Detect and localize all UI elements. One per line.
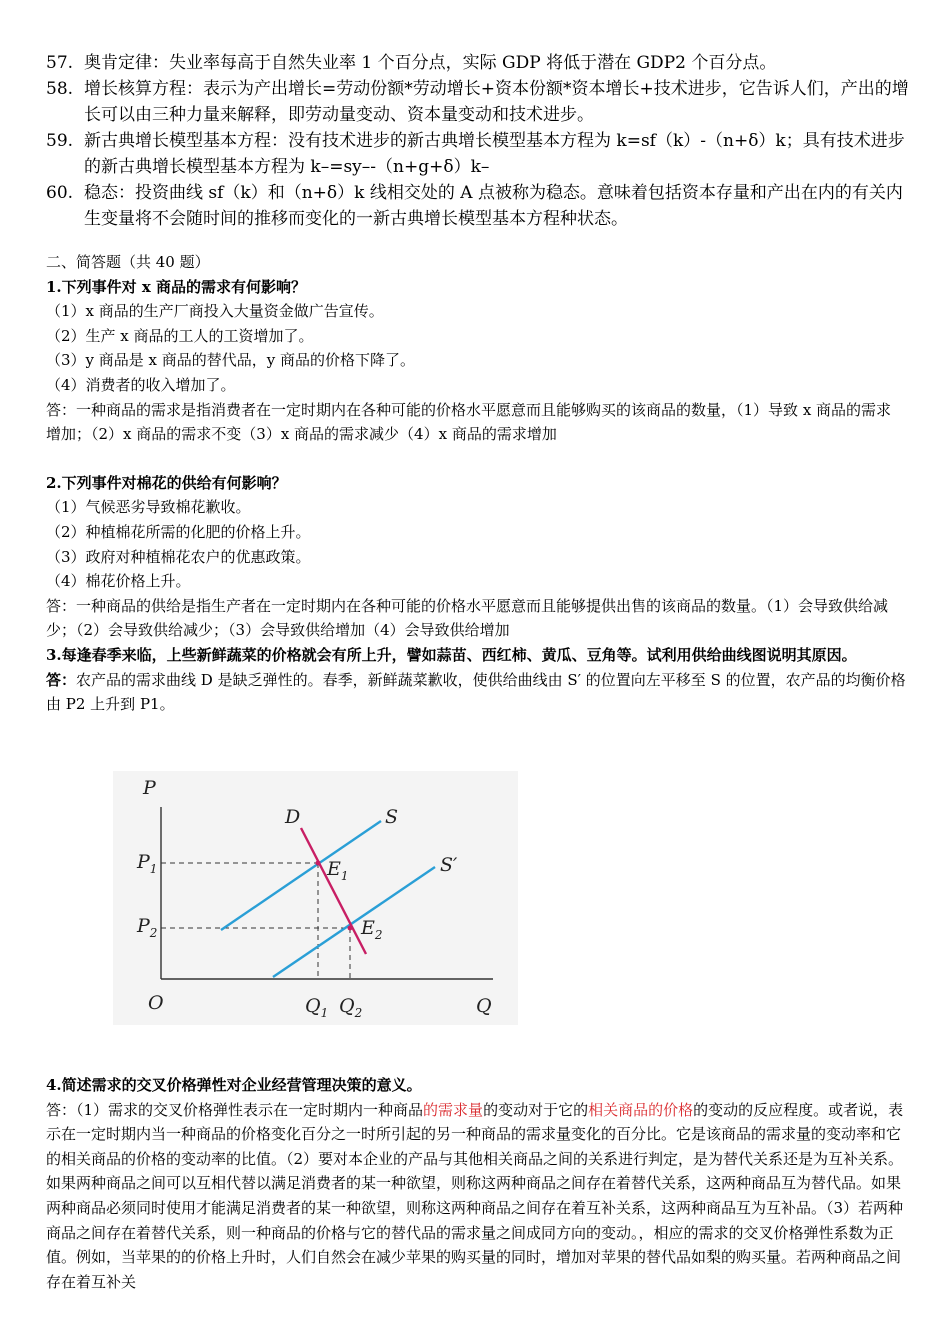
label-q1 bbox=[305, 995, 328, 1020]
definition-number: 58. bbox=[46, 79, 74, 99]
question-2-item: （1）气候恶劣导致棉花歉收。 bbox=[46, 498, 251, 517]
definition-number: 60. bbox=[46, 183, 74, 203]
definition-item bbox=[46, 180, 914, 232]
axis-label-q: Q bbox=[476, 995, 492, 1017]
label-q1-sub: 1 bbox=[320, 1006, 329, 1020]
label-e1 bbox=[326, 858, 349, 883]
label-e2 bbox=[360, 917, 383, 942]
answer-text: 农产品的需求曲线 D 是缺乏弹性的。春季，新鲜蔬菜歉收，使供给曲线由 S′ 的位置向左平移至 S 的位置，农产品的均衡价格由 P2 上升到 P1。 bbox=[46, 670, 906, 714]
supply-demand-diagram bbox=[113, 771, 518, 1025]
label-p1 bbox=[136, 851, 157, 876]
short-answer-section bbox=[46, 250, 906, 717]
label-q2-main: Q bbox=[339, 995, 355, 1017]
supply-curve-s-prime bbox=[273, 867, 435, 977]
label-e2-sub: 2 bbox=[374, 928, 383, 942]
definition-number: 59. bbox=[46, 131, 74, 151]
answer-part: 的变动对于它的 bbox=[483, 1100, 589, 1119]
label-s: S bbox=[385, 806, 399, 828]
question-1-item: （1）x 商品的生产厂商投入大量资金做广告宣传。 bbox=[46, 302, 384, 321]
question-4-title: 4.简述需求的交叉价格弹性对企业经营管理决策的意义。 bbox=[46, 1076, 422, 1094]
question-1-answer: 答：一种商品的需求是指消费者在一定时期内在各种可能的价格水平愿意而且能够购买的该商品的数量，（1）导致 x 商品的需求增加；（2）x 商品的需求不变（3）x 商品的需求减少（4）x 商品的需求增加 bbox=[46, 400, 892, 444]
origin-label: O bbox=[148, 992, 164, 1014]
label-s-prime: S′ bbox=[440, 854, 458, 876]
diagram-svg bbox=[113, 771, 518, 1025]
label-d: D bbox=[285, 806, 301, 828]
highlight-demand-quantity: 的需求量 bbox=[423, 1100, 484, 1119]
label-q2-sub: 2 bbox=[354, 1006, 363, 1020]
definition-text: 新古典增长模型基本方程：没有技术进步的新古典增长模型基本方程为 k=sf（k）-（n+δ）k；具有技术进步的新古典增长模型基本方程为 k–=sy–-（n+g+δ）k– bbox=[84, 131, 905, 177]
question-1-item: （2）生产 x 商品的工人的工资增加了。 bbox=[46, 326, 314, 345]
question-1-title: 1.下列事件对 x 商品的需求有何影响？ bbox=[46, 277, 307, 296]
question-3-title: 3.每逢春季来临，上些新鲜蔬菜的价格就会有所上升，譬如蒜苗、西红柿、黄瓜、豆角等。试利用供给曲线图说明其原因。 bbox=[46, 645, 857, 664]
question-1-item: （4）消费者的收入增加了。 bbox=[46, 375, 236, 394]
axis-label-p: P bbox=[143, 777, 156, 799]
equilibrium-point-e1 bbox=[316, 861, 321, 866]
label-q1-main: Q bbox=[305, 995, 321, 1017]
definition-text: 奥肯定律：失业率每高于自然失业率 1 个百分点，实际 GDP 将低于潜在 GDP2 个百分点。 bbox=[84, 53, 777, 73]
definition-item bbox=[46, 128, 914, 180]
label-p2-sub: 2 bbox=[149, 926, 158, 940]
question-3-answer bbox=[46, 668, 906, 717]
definition-text: 增长核算方程：表示为产出增长=劳动份额*劳动增长+资本份额*资本增长+技术进步，它告诉人们，产出的增长可以由三种力量来解释，即劳动量变动、资本量变动和技术进步。 bbox=[84, 79, 909, 125]
definition-text: 稳态：投资曲线 sf（k）和（n+δ）k 线相交处的 A 点被称为稳态。意味着包括资本存量和产出在内的有关内生变量将不会随时间的推移而变化的一新古典增长模型基本方程种状态。 bbox=[84, 183, 903, 229]
label-p2 bbox=[136, 915, 157, 940]
label-q2 bbox=[339, 995, 362, 1020]
question-2-title: 2.下列事件对棉花的供给有何影响？ bbox=[46, 473, 287, 492]
section-title: 二、简答题（共 40 题） bbox=[46, 253, 210, 271]
question-4-section bbox=[46, 1073, 906, 1294]
definition-number: 57. bbox=[46, 53, 74, 73]
highlight-related-price: 相关商品的价格 bbox=[588, 1100, 694, 1119]
label-p2-main: P bbox=[137, 915, 150, 937]
equilibrium-point-e2 bbox=[348, 926, 353, 931]
question-4-answer bbox=[46, 1098, 906, 1295]
label-e1-main: E bbox=[327, 858, 341, 880]
question-2-item: （2）种植棉花所需的化肥的价格上升。 bbox=[46, 522, 311, 541]
label-p1-sub: 1 bbox=[149, 862, 158, 876]
answer-part: 的变动的反应程度。或者说，表示在一定时期内当一种商品的价格变化百分之一时所引起的另一种商品的需求量变化的百分比。它是该商品的需求量的变动率和它的相关商品的价格的变动率的比值。（2）要对本企业的产品与其他相关商品之间的关系进行判定，是为替代关系还是为互补关系。如果两种商品之间可以互相代替以满足消费者的某一种欲望，则称这两种商品之间存在着替代关系，这两种商品互为替代品。如果两种商品必须同时使用才能满足消费者的某一种欲望，则称这两种商品之间存在着互补关系，这两种商品互为互补品。（3）若两种商品之间存在着替代关系，则一种商品的价格与它的替代品的需求量之间成同方向的变动。，相应的需求的交叉价格弹性系数为正值。例如，当苹果的的价格上升时，人们自然会在减少苹果的购买量的同时，增加对苹果的替代品如梨的购买量。若两种商品之间存在着互补关 bbox=[46, 1100, 904, 1291]
supply-curve-s bbox=[221, 821, 381, 930]
answer-prefix: 答： bbox=[46, 670, 77, 689]
question-2-answer: 答：一种商品的供给是指生产者在一定时期内在各种可能的价格水平愿意而且能够提供出售的该商品的数量。（1）会导致供给减少；（2）会导致供给减少；（3）会导致供给增加（4）会导致供给增加 bbox=[46, 596, 889, 640]
label-e1-sub: 1 bbox=[340, 869, 349, 883]
question-1-item: （3）y 商品是 x 商品的替代品，y 商品的价格下降了。 bbox=[46, 351, 416, 370]
question-2-item: （3）政府对种植棉花农户的优惠政策。 bbox=[46, 547, 311, 566]
label-e2-main: E bbox=[361, 917, 375, 939]
question-2-item: （4）棉花价格上升。 bbox=[46, 572, 191, 591]
definition-item bbox=[46, 50, 914, 76]
label-p1-main: P bbox=[137, 851, 150, 873]
answer-part: 答：（1）需求的交叉价格弹性表示在一定时期内一种商品 bbox=[46, 1100, 424, 1119]
definition-item bbox=[46, 76, 914, 128]
definitions-list bbox=[46, 50, 914, 232]
